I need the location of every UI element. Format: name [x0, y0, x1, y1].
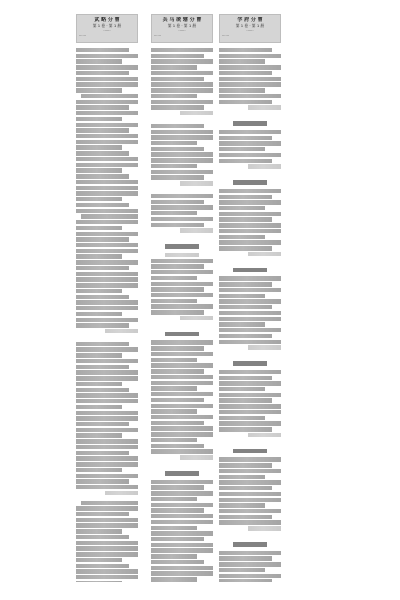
column-header	[76, 14, 138, 43]
column-meta: ……	[103, 28, 111, 32]
dense-text-body	[219, 43, 281, 582]
column-summary: ……	[79, 33, 86, 37]
column-title: 武 略 分 曹	[94, 17, 120, 23]
column-meta: ……	[246, 28, 254, 32]
column-subtitle: 第 1 卷 · 第 1 册	[167, 23, 197, 28]
document-column	[219, 14, 281, 582]
column-summary: ……	[222, 33, 229, 37]
column-subtitle: 第 1 卷 · 第 1 册	[92, 23, 122, 28]
document-column	[76, 14, 138, 582]
column-meta: ……	[178, 28, 186, 32]
dense-text-body	[151, 43, 213, 582]
column-summary: ……	[154, 33, 161, 37]
column-subtitle: 第 1 卷 · 第 1 册	[235, 23, 265, 28]
dense-text-body	[76, 43, 138, 582]
column-title: 学 府 分 曹	[237, 17, 263, 23]
column-header	[151, 14, 213, 43]
column-header	[219, 14, 281, 43]
document-column	[151, 14, 213, 582]
column-title: 兵 马 统 辖 分 曹	[162, 17, 202, 23]
